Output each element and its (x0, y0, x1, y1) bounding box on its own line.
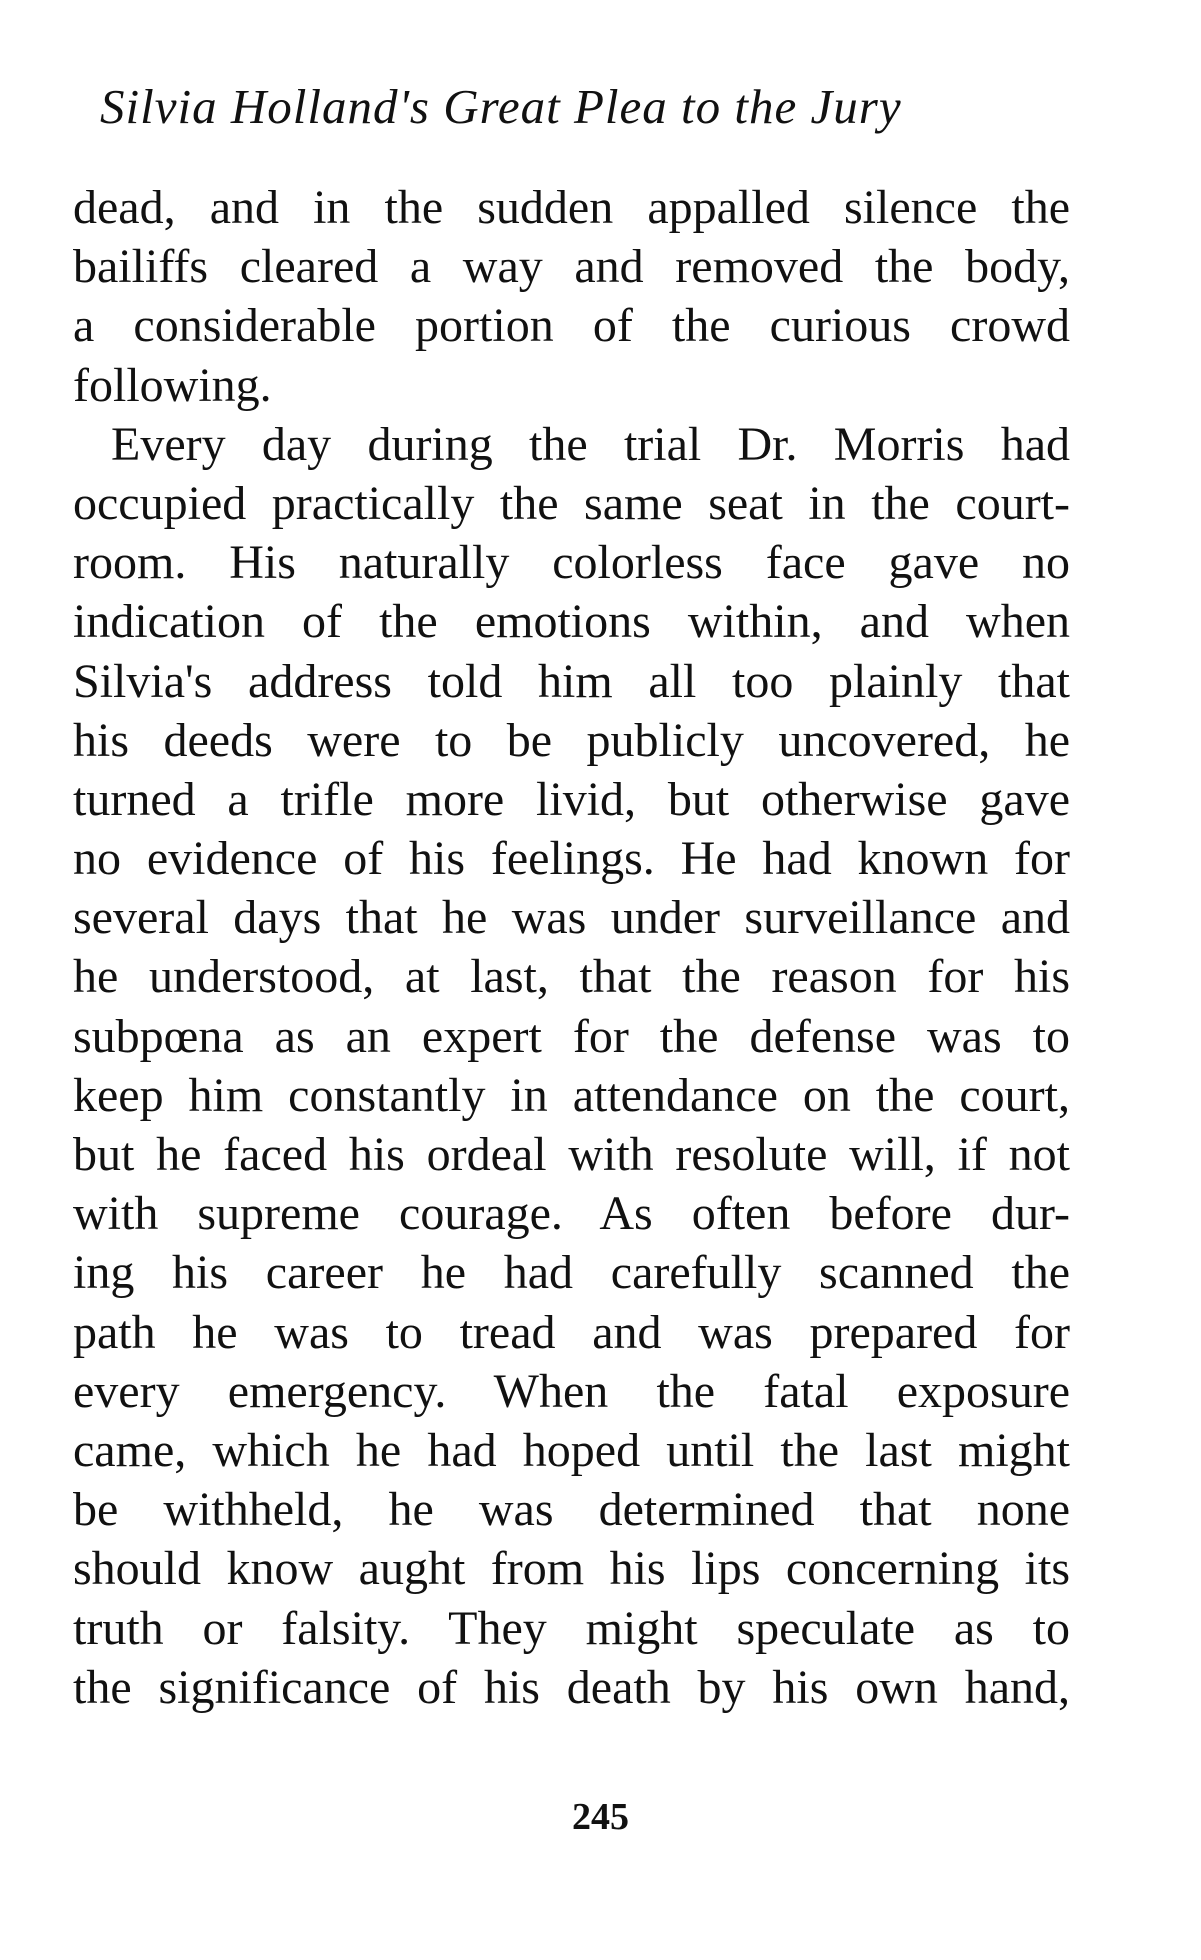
text-line: Silvia's address told him all too plainly that (73, 654, 1070, 708)
text-line: path he was to tread and was prepared for (73, 1305, 1070, 1359)
text-line: several days that he was under surveillance and (73, 891, 1070, 945)
text-line: truth or falsity. They might speculate as to (73, 1601, 1070, 1655)
text-line: every emergency. When the fatal exposure (73, 1364, 1070, 1418)
text-line: bailiffs cleared a way and removed the body, (73, 240, 1070, 294)
text-line: with supreme courage. As often before dur- (73, 1187, 1070, 1241)
text-line: but he faced his ordeal with resolute will, if not (73, 1128, 1070, 1181)
text-line: turned a trifle more livid, but otherwise gave (73, 772, 1070, 826)
text-line: a considerable portion of the curious crowd (73, 299, 1070, 353)
text-line: following. (73, 358, 272, 412)
text-line: no evidence of his feelings. He had known for (73, 832, 1070, 886)
text-line: should know aught from his lips concerning its (73, 1542, 1070, 1596)
text-line: be withheld, he was determined that none (73, 1483, 1070, 1537)
page-number: 245 (572, 1796, 629, 1838)
text-line: subpœna as an expert for the defense was to (73, 1009, 1070, 1063)
text-line: keep him constantly in attendance on the court, (73, 1068, 1070, 1122)
text-line: he understood, at last, that the reason for his (73, 950, 1070, 1004)
running-head: Silvia Holland's Great Plea to the Jury (100, 79, 902, 134)
text-line: indication of the emotions within, and when (73, 595, 1070, 649)
text-line: came, which he had hoped until the last might (73, 1423, 1070, 1477)
text-line: dead, and in the sudden appalled silence the (73, 181, 1070, 234)
text-line: room. His naturally colorless face gave no (73, 536, 1070, 590)
text-line: Every day during the trial Dr. Morris had (111, 417, 1070, 471)
body-text (73, 178, 1070, 1717)
text-line: ing his career he had carefully scanned the (73, 1246, 1070, 1300)
text-line: the significance of his death by his own hand, (73, 1660, 1070, 1714)
text-line: occupied practically the same seat in the court- (73, 476, 1070, 530)
text-line: his deeds were to be publicly uncovered, he (73, 713, 1070, 767)
